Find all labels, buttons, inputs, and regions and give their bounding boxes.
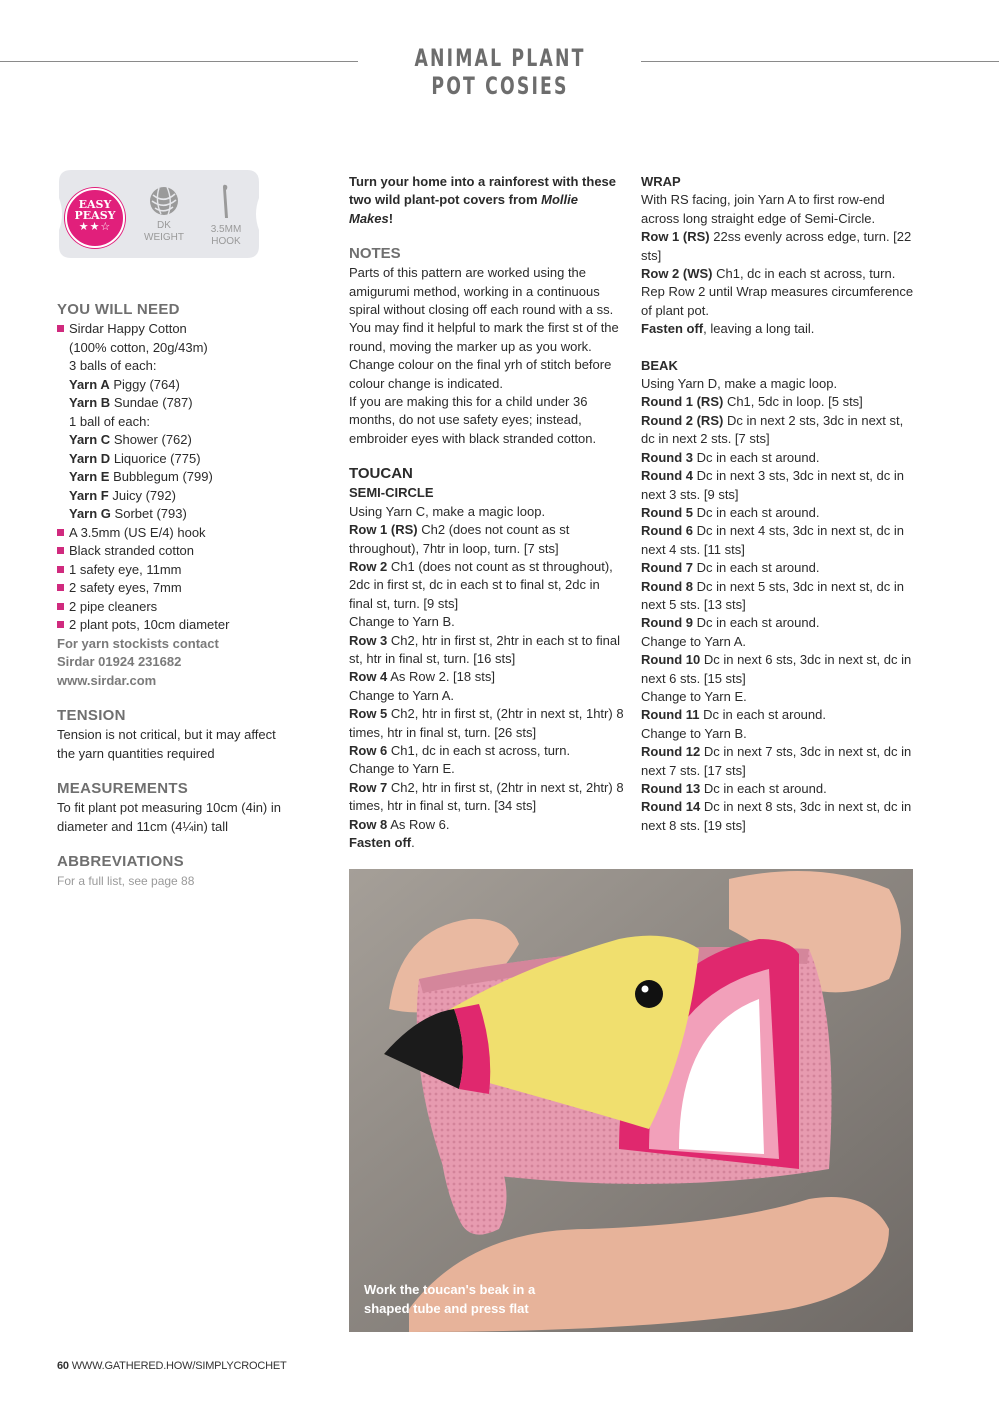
list-item [57, 579, 287, 598]
instruction-line [641, 706, 917, 724]
instruction-line [349, 834, 625, 852]
instruction-label: Row 3 [349, 632, 388, 648]
instruction-label: Round 4 [641, 468, 693, 484]
bullet-square-icon [57, 621, 64, 628]
instruction-line [349, 779, 625, 816]
materials-list-extra [57, 524, 287, 635]
instruction-label: Round 12 [641, 744, 701, 760]
instruction-text: Dc in next 8 sts, 3dc in next st, dc in next 8 sts. [19 sts] [641, 799, 912, 833]
instruction-text: Ch1, dc in each st across, turn. [712, 266, 896, 282]
instruction-text: Change to Yarn A. [641, 633, 747, 649]
instruction-label: Round 1 (RS) [641, 394, 724, 410]
instruction-text: Ch1 (does not count as st throughout), 2dc in first st, dc in each st to final st, 2dc in final st, turn. [9 sts] [349, 558, 613, 611]
yarn-label: Yarn E [69, 469, 110, 484]
instruction-line [641, 578, 917, 615]
instruction-line [641, 504, 917, 522]
yarn-entry [69, 431, 287, 450]
yarn-name: Shower (762) [113, 432, 192, 447]
wrap-instructions [641, 191, 917, 338]
instruction-line [349, 613, 625, 631]
list-item [57, 524, 287, 543]
instruction-line [349, 503, 625, 521]
tension-heading: TENSION [57, 707, 126, 724]
instruction-text: Using Yarn D, make a magic loop. [641, 376, 838, 392]
instruction-text: Dc in each st around. [693, 504, 820, 520]
yarn-label: Yarn A [69, 376, 110, 392]
balls-three-label: 3 balls of each: [69, 358, 157, 373]
notes-paragraph-2: If you are making this for a child under 36 months, do not use safety eyes; instead, embroider eyes with black stranded cotton. [349, 394, 597, 446]
instruction-label: Row 5 [349, 706, 388, 722]
yarn-group-three [69, 376, 287, 413]
yarn-label: Yarn F [69, 487, 109, 503]
yarn-name: Liquorice (775) [113, 450, 201, 466]
yarn-detail: (100% cotton, 20g/43m) [69, 339, 208, 355]
instruction-label: Row 4 [349, 669, 388, 685]
intro-text-a: Turn your home into a rainforest with these two wild plant-pot covers from [349, 174, 617, 208]
instruction-line [349, 558, 625, 613]
bullet-square-icon [57, 584, 64, 591]
instruction-text: Dc in next 2 sts, 3dc in next st, dc in next 2 sts. [7 sts] [641, 412, 904, 447]
instruction-line [641, 780, 917, 798]
measurements-text: To fit plant pot measuring 10cm (4in) in diameter and 11cm (4¼in) tall [57, 800, 281, 834]
left-column [57, 300, 287, 890]
instruction-label: Round 14 [641, 799, 701, 815]
yarn-name: Juicy (792) [112, 487, 176, 503]
bullet-square-icon [57, 325, 64, 332]
hook-line-1: 3.5MM [210, 224, 242, 235]
instruction-line [641, 522, 917, 559]
bullet-square-icon [57, 566, 64, 573]
weight-line-2: WEIGHT [144, 232, 184, 243]
difficulty-stars: ★★☆ [78, 221, 112, 233]
stockist-website: www.sirdar.com [57, 672, 157, 688]
instruction-text: Dc in each st around. [693, 615, 820, 631]
instruction-line [641, 191, 917, 228]
instruction-text: Using Yarn C, make a magic loop. [349, 503, 546, 519]
instruction-text: Ch2 (does not count as st throughout), 7htr in loop, turn. [7 sts] [349, 522, 570, 556]
instruction-text: Rep Row 2 until Wrap measures circumference of plant pot. [641, 284, 914, 318]
instruction-text: , leaving a long tail. [703, 321, 815, 337]
yarn-item: Sirdar Happy Cotton [69, 321, 187, 336]
toucan-photo [349, 869, 913, 1332]
instruction-label: Row 1 (RS) [349, 522, 418, 538]
yarn-entry [69, 468, 287, 487]
instruction-line [641, 467, 917, 504]
instruction-label: Round 6 [641, 523, 693, 539]
instruction-line [641, 449, 917, 467]
bullet-square-icon [57, 547, 64, 554]
intro-magazine-name: Mollie Makes [349, 192, 578, 226]
weight-line-1: DK [157, 220, 171, 231]
instruction-text: Change to Yarn E. [641, 688, 747, 704]
intro-text [349, 173, 625, 228]
list-item-text: 2 plant pots, 10cm diameter [69, 617, 230, 632]
abbreviations-heading: ABBREVIATIONS [57, 853, 184, 870]
instruction-text: Dc in each st around. [693, 560, 820, 576]
instruction-text: Ch1, dc in each st across, turn. [387, 742, 571, 758]
instruction-line [349, 816, 625, 834]
list-item-text: 1 safety eye, 11mm [69, 561, 182, 577]
instruction-text: Ch2, htr in first st, (2htr in next st, 2htr) 8 times, htr in final st, turn. [34 sts] [349, 779, 624, 814]
notes-paragraph-1: Parts of this pattern are worked using the amigurumi method, working in a continuous spiral without closing off each round with a ss. You may find it helpful to mark the first st of the round, moving the marker up as you work. Change colour on the final yrh of stitch before colour change is indicated. [349, 265, 619, 391]
list-item [57, 598, 287, 617]
bullet-square-icon [57, 529, 64, 536]
instruction-text: Dc in next 6 sts, 3dc in next st, dc in next 6 sts. [15 sts] [641, 652, 912, 686]
page-title: ANIMAL PLANT POT COSIES [414, 44, 586, 100]
instruction-line [641, 265, 917, 283]
header-rule-left [0, 61, 358, 62]
page-number: 60 [57, 1360, 69, 1372]
instruction-label: Fasten off [641, 321, 704, 337]
badge-line-2: PEASY [74, 209, 116, 222]
instruction-line [349, 760, 625, 778]
list-item [57, 320, 287, 524]
instruction-text: Dc in each st around. [700, 781, 827, 796]
notes-heading: NOTES [349, 245, 401, 263]
instruction-text: As Row 2. [18 sts] [387, 669, 495, 685]
hook-line-2: HOOK [211, 236, 241, 247]
yarn-name: Piggy (764) [113, 376, 180, 392]
yarn-entry [69, 487, 287, 506]
instruction-text: Change to Yarn E. [349, 761, 455, 777]
list-item-text: Black stranded cotton [69, 543, 195, 558]
instruction-text: As Row 6. [387, 816, 450, 832]
photo-caption: Work the toucan's beak in a shaped tube and press flat [364, 1282, 536, 1316]
yarn-name: Bubblegum (799) [113, 469, 213, 484]
instruction-text: Dc in next 3 sts, 3dc in next st, dc in next 3 sts. [9 sts] [641, 468, 904, 502]
list-item-text: 2 safety eyes, 7mm [69, 580, 182, 595]
instruction-line [349, 521, 625, 558]
instruction-label: Round 11 [641, 707, 700, 723]
instruction-line [641, 559, 917, 577]
yarn-entry [69, 450, 287, 469]
crochet-hook-icon [216, 184, 236, 220]
instruction-label: Row 8 [349, 816, 388, 832]
toucan-instructions [349, 503, 625, 853]
yarn-label: Yarn D [69, 450, 111, 466]
footer-url: WWW.GATHERED.HOW/SIMPLYCROCHET [71, 1360, 287, 1372]
instruction-label: Round 13 [641, 781, 701, 796]
instruction-label: Row 1 (RS) [641, 229, 710, 245]
instruction-text: Change to Yarn B. [641, 725, 747, 741]
instruction-label: Row 6 [349, 742, 388, 758]
instruction-line [641, 412, 917, 449]
tension-text: Tension is not critical, but it may affect the yarn quantities required [57, 727, 276, 761]
hook-size-spec [201, 184, 251, 248]
instruction-line [641, 725, 917, 743]
instruction-label: Round 7 [641, 560, 693, 576]
instruction-line [349, 742, 625, 760]
instruction-line [641, 614, 917, 632]
instruction-text: Dc in each st around. [693, 449, 820, 465]
instruction-line [349, 668, 625, 686]
instruction-text: Dc in next 4 sts, 3dc in next st, dc in next 4 sts. [11 sts] [641, 523, 904, 557]
instruction-text: . [411, 835, 415, 850]
wrap-heading: WRAP [641, 174, 681, 189]
middle-column [349, 173, 625, 852]
yarn-entry [69, 394, 287, 413]
instruction-text: Ch2, htr in first st, 2htr in each st to final st, htr in final st, turn. [16 sts] [349, 632, 620, 666]
bullet-square-icon [57, 603, 64, 610]
measurements-heading: MEASUREMENTS [57, 780, 189, 797]
page-footer [57, 1360, 287, 1372]
toucan-cosy-illustration [349, 869, 913, 1332]
instruction-text: Dc in next 7 sts, 3dc in next st, dc in next 7 sts. [17 sts] [641, 744, 912, 778]
stockist-phone: Sirdar 01924 231682 [57, 654, 182, 669]
list-item [57, 561, 287, 580]
you-will-need-heading: YOU WILL NEED [57, 301, 180, 318]
instruction-line [641, 320, 917, 338]
instruction-line [641, 651, 917, 688]
semi-circle-heading: SEMI-CIRCLE [349, 485, 434, 501]
list-item-text: 2 pipe cleaners [69, 598, 158, 614]
instruction-label: Row 7 [349, 779, 388, 795]
instruction-line [641, 228, 917, 265]
yarn-name: Sorbet (793) [114, 506, 187, 521]
instruction-line [641, 393, 917, 411]
abbreviations-text: For a full list, see page 88 [57, 874, 195, 888]
beak-instructions [641, 375, 917, 835]
yarn-label: Yarn B [69, 395, 111, 410]
stockist-contact: For yarn stockists contact [57, 635, 219, 651]
instruction-label: Round 8 [641, 578, 693, 594]
right-column [641, 173, 917, 835]
list-item [57, 616, 287, 635]
balls-one-label: 1 ball of each: [69, 413, 150, 429]
yarn-group-one [69, 431, 287, 524]
skill-badge-panel [57, 168, 261, 260]
instruction-text: Dc in each st around. [699, 707, 826, 723]
yarn-entry [69, 505, 287, 524]
instruction-label: Round 2 (RS) [641, 412, 724, 428]
instruction-label: Fasten off [349, 835, 412, 850]
list-item-text: A 3.5mm (US E/4) hook [69, 524, 206, 540]
instruction-text: Dc in next 5 sts, 3dc in next st, dc in next 5 sts. [13 sts] [641, 578, 904, 612]
beak-heading: BEAK [641, 357, 678, 373]
instruction-text: Change to Yarn B. [349, 614, 455, 630]
header-rule-right [641, 61, 999, 62]
instruction-line [641, 375, 917, 393]
instruction-line [641, 798, 917, 835]
instruction-line [641, 283, 917, 320]
instruction-text: Change to Yarn A. [349, 687, 455, 703]
instruction-label: Round 5 [641, 504, 693, 520]
instruction-label: Round 3 [641, 449, 693, 465]
instruction-text: Ch1, 5dc in loop. [5 sts] [723, 394, 863, 410]
dk-weight-spec [139, 186, 189, 244]
yarn-entry [69, 376, 287, 395]
instruction-label: Round 9 [641, 615, 693, 631]
instruction-line [349, 632, 625, 669]
yarn-label: Yarn C [69, 432, 111, 447]
instruction-text: With RS facing, join Yarn A to first row-end across long straight edge of Semi-Circle. [641, 192, 885, 226]
instruction-text: Ch2, htr in first st, (2htr in next st, 1htr) 8 times, htr in final st, turn. [26 sts] [349, 706, 624, 740]
instruction-label: Row 2 (WS) [641, 266, 713, 282]
instruction-line [349, 705, 625, 742]
easy-peasy-badge [65, 188, 125, 248]
intro-text-b: ! [388, 210, 394, 226]
toucan-heading: TOUCAN [349, 465, 413, 483]
instruction-label: Round 10 [641, 652, 701, 668]
yarn-ball-icon [149, 186, 179, 216]
instruction-text: 22ss evenly across edge, turn. [22 sts] [641, 229, 912, 263]
instruction-line [349, 687, 625, 705]
instruction-line [641, 633, 917, 651]
materials-list [57, 320, 287, 524]
instruction-line [641, 743, 917, 780]
yarn-label: Yarn G [69, 506, 111, 521]
yarn-name: Sundae (787) [113, 395, 193, 410]
instruction-line [641, 688, 917, 706]
instruction-label: Row 2 [349, 558, 388, 574]
list-item [57, 542, 287, 561]
badge-line-1: EASY [78, 198, 112, 211]
